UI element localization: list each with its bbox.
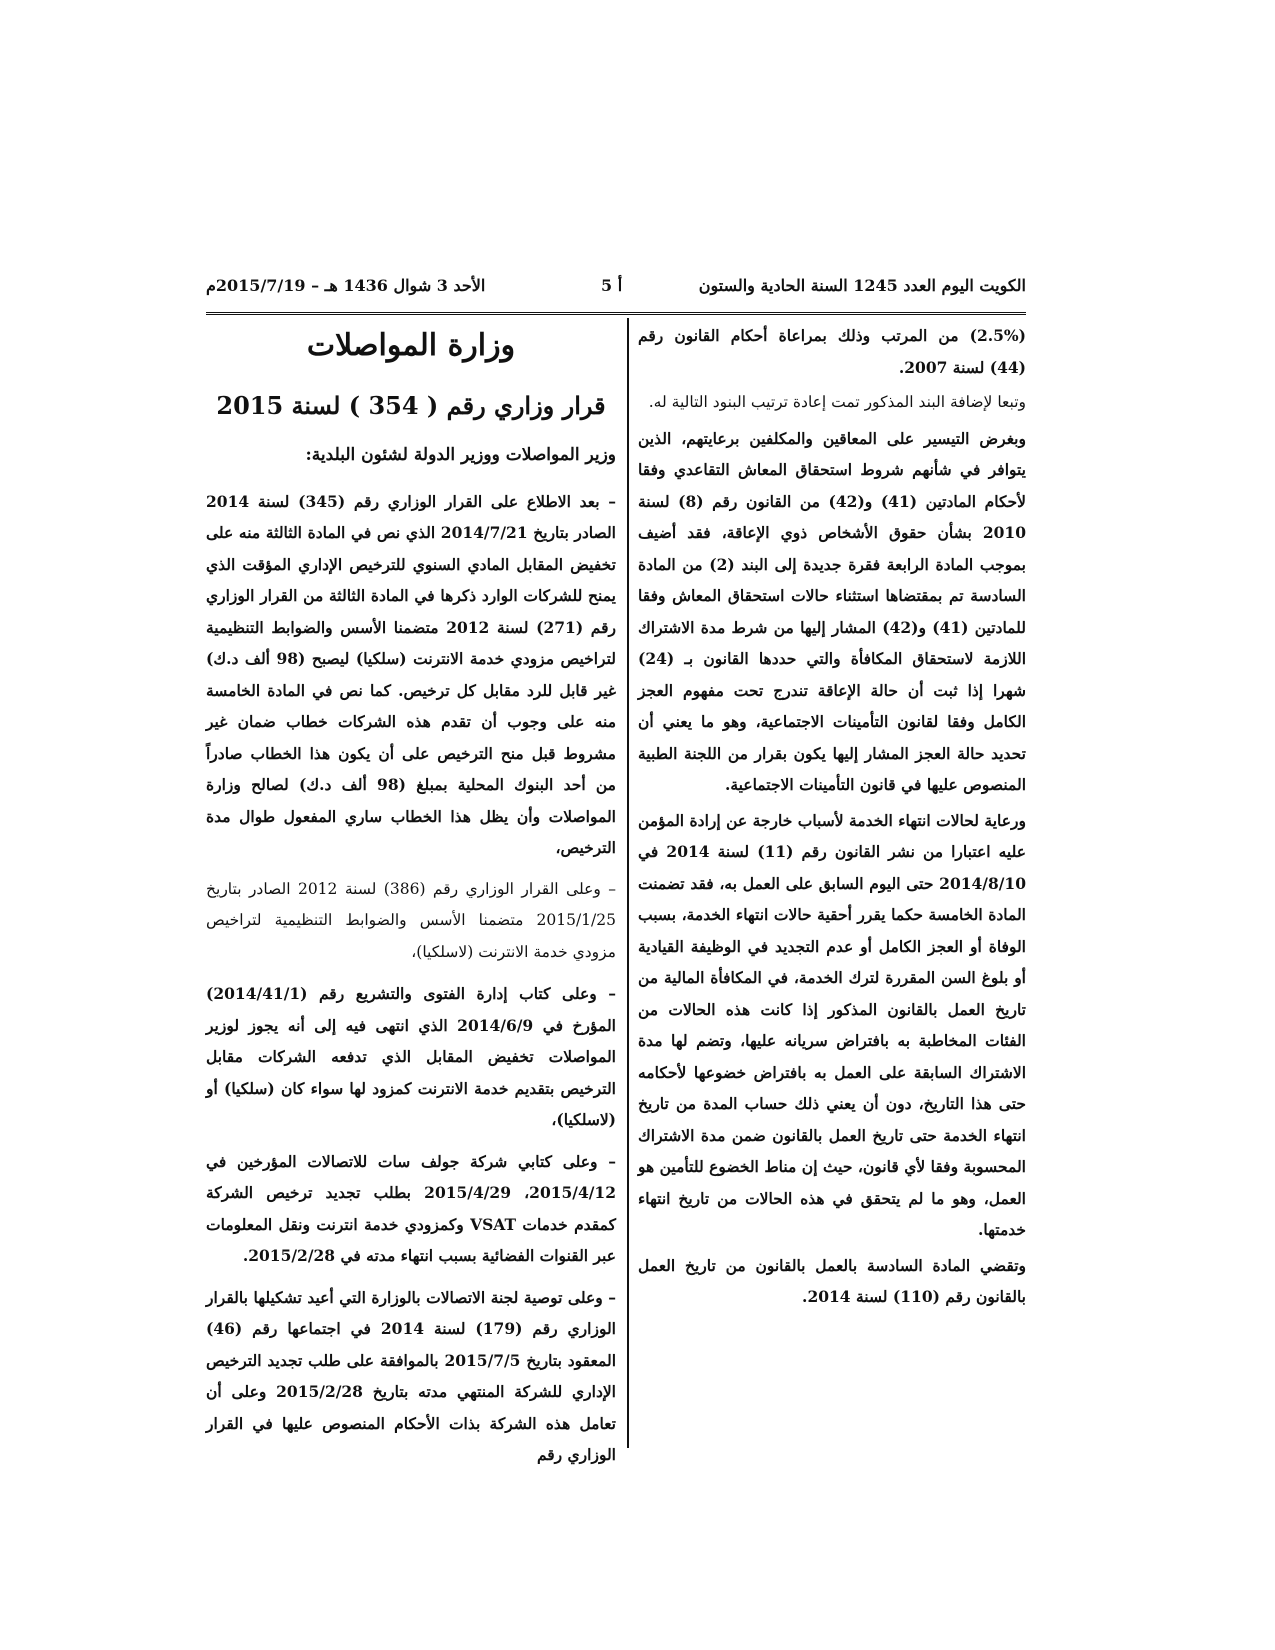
paragraph: وتبعا لإضافة البند المذكور تمت إعادة ترتيب البنود التالية له. [648, 393, 1026, 411]
page-header [206, 270, 1026, 306]
column-divider [627, 318, 629, 1448]
preamble-item: – بعد الاطلاع على القرار الوزاري رقم (345) لسنة 2014 الصادر بتاريخ 2014/7/21 الذي نص في المادة الثالثة منه على تخفيض المقابل المادي السنوي للترخيص الإداري المؤقت الذي يمنح للشركات الوارد ذكرها في المادة الثالثة من القرار الوزاري رقم (271) لسنة 2012 متضمنا الأسس والضوابط التنظيمية لتراخيص مزودي خدمة الانترنت (سلكيا) ليصبح (98 ألف د.ك) غير قابل للرد مقابل كل ترخيص. كما نص في المادة الخامسة منه على وجوب أن تقدم هذه الشركات خطاب ضمان غير مشروط قبل منح الترخيص على أن يكون هذا الخطاب صادراً من أحد البنوك المحلية بمبلغ (98 ألف د.ك) لصالح وزارة المواصلات وأن يظل هذا الخطاب ساري المفعول طوال مدة الترخيص، [206, 491, 617, 857]
preamble-item: – وعلى كتابي شركة جولف سات للاتصالات المؤرخين في 2015/4/12، 2015/4/29 بطلب تجديد ترخيص الشركة كمقدم خدمات VSAT وكمزودي خدمة انترنت ونقل المعلومات عبر القنوات الفضائية بسبب انتهاء مدته في 2015/2/28. [206, 1151, 616, 1265]
paragraph: (2.5%) من المرتب وذلك بمراعاة أحكام القانون رقم (44) لسنة 2007. [638, 326, 1026, 377]
preamble-item: – وعلى توصية لجنة الاتصالات بالوزارة التي أعيد تشكيلها بالقرار الوزاري رقم (179) لسنة 2014 في اجتماعها رقم (46) المعقود بتاريخ 2015/7/5 بالموافقة على طلب تجديد الترخيص الإداري للشركة المنتهي مدته بتاريخ 2015/2/28 وعلى أن تعامل هذه الشركة بذات الأحكام المنصوص عليها في القرار الوزاري رقم [206, 1287, 616, 1464]
header-publication: الكويت اليوم العدد 1245 السنة الحادية والستون [698, 276, 1026, 295]
preamble-item: – وعلى كتاب إدارة الفتوى والتشريع رقم (2014/41/1) المؤرخ في 2014/6/9 الذي انتهى فيه إلى أنه يجوز لوزير المواصلات تخفيض المقابل الذي تدفعه الشركات مقابل الترخيص بتقديم خدمة الانترنت كمزود لها سواء كان (سلكيا) أو (لاسلكيا)، [206, 984, 616, 1129]
ministry-title: وزارة المواصلات [306, 328, 516, 363]
header-page-number: أ 5 [601, 276, 623, 295]
paragraph: ورعاية لحالات انتهاء الخدمة لأسباب خارجة عن إرادة المؤمن عليه اعتبارا من نشر القانون رقم (11) لسنة 2014 في 2014/8/10 حتى اليوم السابق على العمل به، فقد تضمنت المادة الخامسة حكما يقرر أحقية حالات انتهاء الخدمة، بسبب الوفاة أو العجز الكامل أو عدم التجديد في الوظيفة القيادية أو بلوغ السن المقررة لترك الخدمة، في المكافأة المالية من تاريخ العمل بالقانون المذكور إذا كانت هذه الحالات من الفئات المخاطبة به بافتراض سريانه عليها، وتضم لها مدة الاشتراك السابقة على العمل به بافتراض خضوعها لأحكامه حتى هذا التاريخ، دون أن يعني ذلك حساب المدة من تاريخ انتهاء الخدمة حتى تاريخ العمل بالقانون ضمن مدة الاشتراك المحسوبة وفقا لأي قانون، حيث إن مناط الخضوع للتأمين هو العمل، وهو ما لم يتحقق في هذه الحالات من تاريخ انتهاء خدمتها. [638, 810, 1026, 1239]
paragraph: وتقضي المادة السادسة بالعمل بالقانون من تاريخ العمل بالقانون رقم (110) لسنة 2014. [638, 1255, 1026, 1306]
preamble-item: – وعلى القرار الوزاري رقم (386) لسنة 2012 الصادر بتاريخ 2015/1/25 متضمنا الأسس والضوابط التنظيمية لتراخيص مزودي خدمة الانترنت (لاسلكيا)، [206, 879, 616, 961]
header-rule [206, 312, 1026, 315]
paragraph: وبغرض التيسير على المعاقين والمكلفين برعايتهم، الذين يتوافر في شأنهم شروط استحقاق المعاش التقاعدي وفقا لأحكام المادتين (41) و(42) من القانون رقم (8) لسنة 2010 بشأن حقوق الأشخاص ذوي الإعاقة، فقد أضيف بموجب المادة الرابعة فقرة جديدة إلى البند (2) من المادة السادسة تم بمقتضاها استثناء حالات استحقاق المعاش وفقا للمادتين (41) و(42) المشار إليها من شرط مدة الاشتراك اللازمة لاستحقاق المكافأة والتي حددها القانون بـ (24) شهرا إذا ثبت أن حالة الإعاقة تندرج تحت مفهوم العجز الكامل وفقا لقانون التأمينات الاجتماعية، وهو ما يعني أن تحديد حالة العجز المشار إليها يكون بقرار من اللجنة الطبية المنصوص عليها في قانون التأمينات الاجتماعية. [638, 428, 1026, 794]
header-date: الأحد 3 شوال 1436 هـ – 2015/7/19م [206, 276, 486, 295]
minister-line: وزير المواصلات ووزير الدولة لشئون البلدية: [305, 445, 616, 465]
left-column [206, 320, 616, 1475]
right-column [638, 320, 1026, 1317]
decision-title: قرار وزاري رقم ( 354 ) لسنة 2015 [216, 391, 606, 420]
